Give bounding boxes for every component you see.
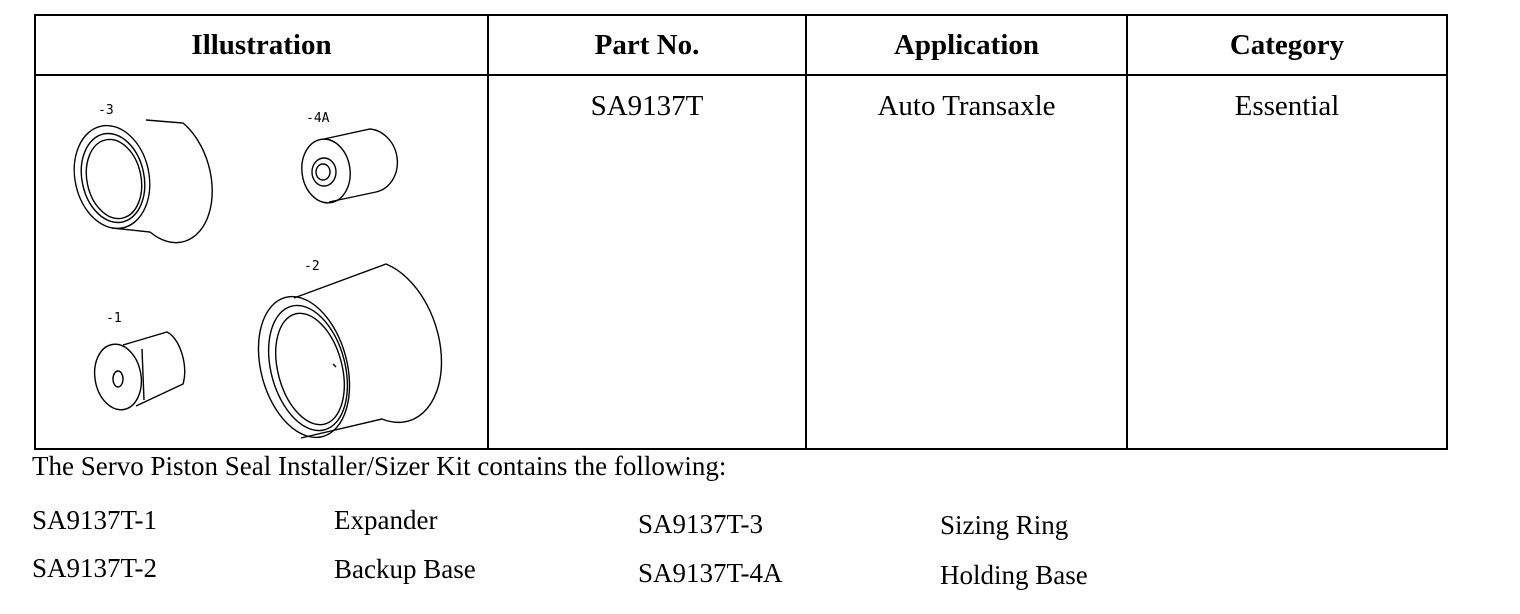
- kit-part-name: Holding Base: [940, 560, 1088, 590]
- header-part-no: Part No.: [594, 28, 700, 61]
- header-illustration: Illustration: [191, 28, 332, 61]
- kit-caption: The Servo Piston Seal Installer/Sizer Kit contains the following:: [32, 451, 727, 481]
- kit-part-number: SA9137T-2: [32, 553, 158, 583]
- cell-category: Essential: [1234, 90, 1340, 122]
- holding-base-drawing: [298, 111, 398, 206]
- tool-table: [34, 14, 1448, 450]
- kit-illustration: [36, 74, 488, 450]
- kit-part-name: Sizing Ring: [940, 510, 1069, 540]
- header-category: Category: [1229, 28, 1345, 61]
- kit-part-number: SA9137T-3: [638, 509, 764, 539]
- label-part-1: -1: [106, 311, 122, 326]
- expander-drawing: [90, 311, 185, 413]
- label-part-4a: -4A: [306, 111, 330, 126]
- sizing-ring-drawing: [65, 103, 212, 243]
- label-part-2: -2: [304, 259, 320, 274]
- cell-application: Auto Transaxle: [877, 90, 1056, 122]
- kit-part-number: SA9137T-1: [32, 505, 158, 535]
- cell-part-no: SA9137T: [590, 90, 704, 122]
- header-application: Application: [893, 28, 1040, 61]
- label-part-3: -3: [98, 103, 114, 118]
- kit-part-name: Expander: [334, 505, 438, 535]
- kit-part-name: Backup Base: [334, 554, 476, 584]
- column-divider: [1126, 16, 1128, 448]
- column-divider: [805, 16, 807, 448]
- backup-base-drawing: [244, 259, 442, 448]
- kit-part-number: SA9137T-4A: [638, 558, 783, 588]
